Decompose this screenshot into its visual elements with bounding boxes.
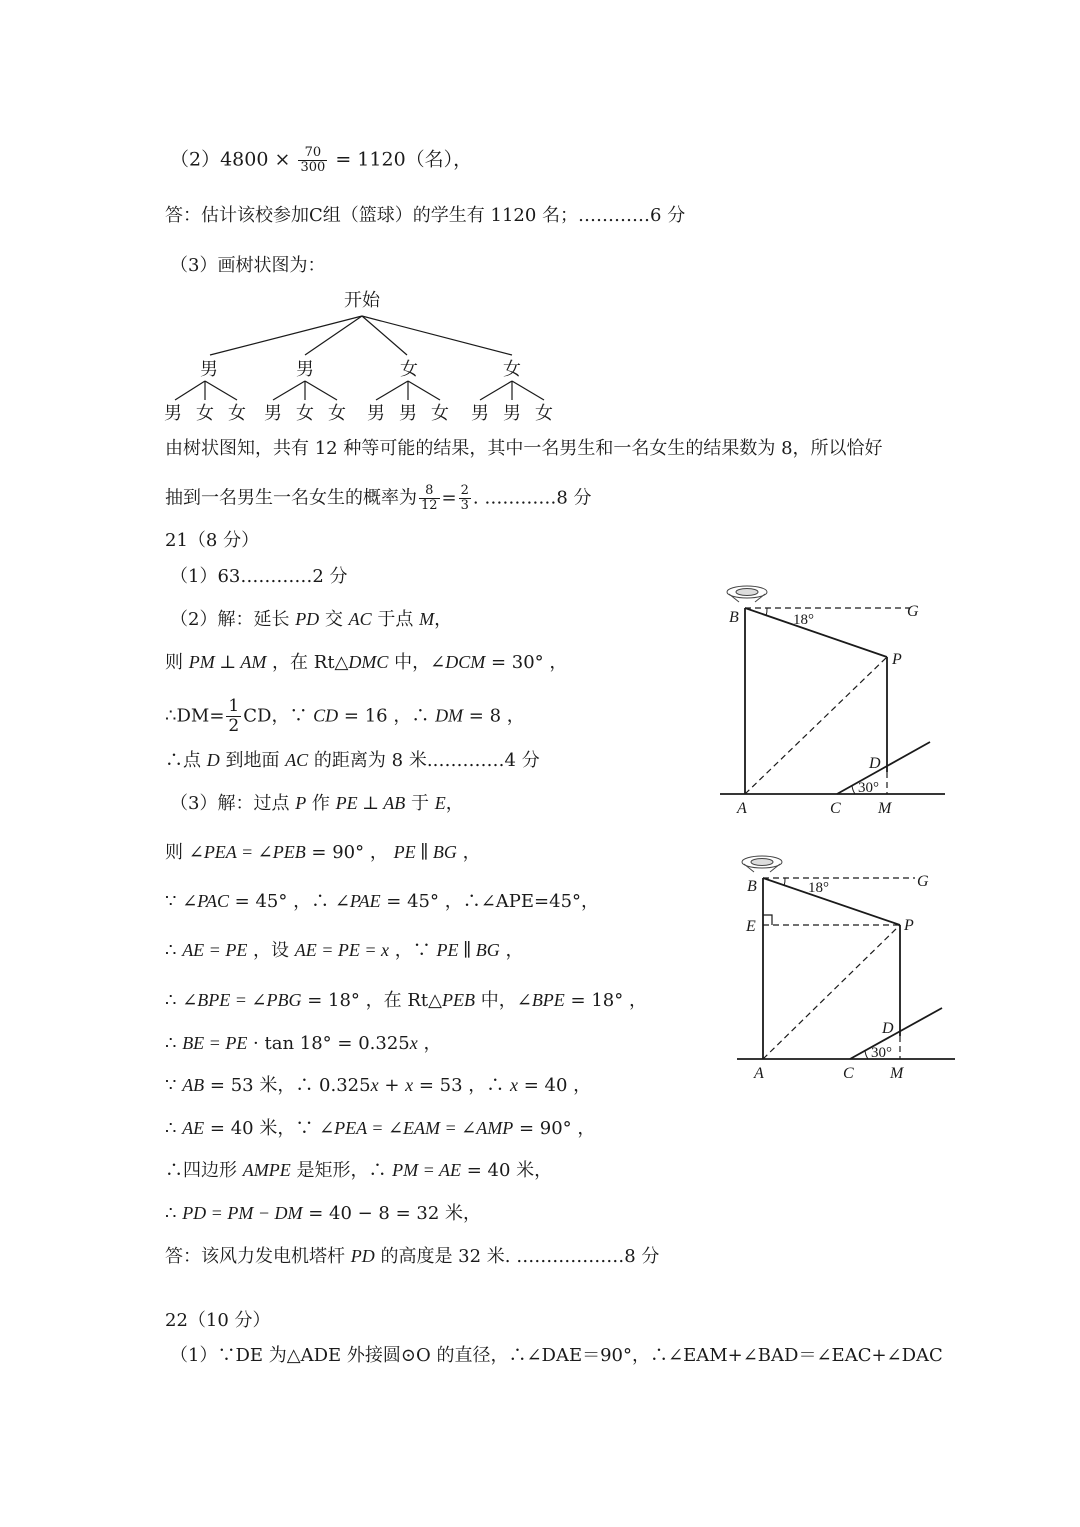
q21-l7-e: ， (456, 842, 481, 863)
q21-l5-d: AC (285, 750, 309, 770)
tree-edge (480, 381, 512, 400)
fig1-label-g: G (907, 603, 919, 620)
q22-part1: （1）∵DE 为△ADE 外接圆⊙O 的直径，∴∠DAE＝90°，∴∠EAM+∠BAD＝∠EAC+∠DAC (170, 1345, 943, 1366)
tree-l2-node: 男 (264, 403, 282, 424)
q21-p3-b: P (295, 793, 307, 813)
q21-l10-d: PEB (442, 990, 475, 1010)
q21-line4 (165, 697, 525, 736)
prob-frac1-den: 12 (421, 498, 438, 513)
q21-p2-b: PD (295, 609, 320, 629)
tree-edge (305, 381, 337, 400)
part2-fraction (298, 146, 327, 175)
tree-conclusion-2 (165, 484, 592, 513)
q21-l10-e: 中， (475, 990, 517, 1011)
q21-l8-a: ∵ (165, 891, 183, 912)
answer-line-1: 答：估计该校参加C组（篮球）的学生有 1120 名；…………6 分 (165, 205, 686, 226)
q21-l12-h: x (510, 1075, 518, 1095)
q21-l9-d: AE = PE = x (294, 940, 390, 960)
tree-edge (175, 381, 205, 400)
q21-l13-b: AE (182, 1118, 205, 1138)
q21-l14-d: PM = AE (392, 1160, 461, 1180)
q21-line13 (165, 1116, 595, 1141)
q21-l3-a: 则 (165, 652, 189, 673)
prob-frac2-den: 3 (460, 498, 469, 513)
prob-frac1-num: 8 (419, 484, 440, 499)
q21-p2-f: M (419, 609, 435, 629)
q21-l5-b: D (206, 750, 220, 770)
fig2-label-e: E (746, 918, 756, 935)
q21-l3-e: 中， (388, 652, 431, 673)
tree-conclusion-2b: . …………8 分 (472, 487, 592, 509)
q21-p2-a: （2）解：延长 (170, 609, 296, 630)
tree-l1-node: 男 (296, 359, 314, 380)
q21-l3-f: ∠DCM (430, 652, 486, 672)
fig1-angle-18: 18° (793, 612, 814, 628)
q21-l7-d: PE ∥ BG (393, 842, 457, 862)
q21-l5-a: ∴点 (165, 750, 207, 771)
q21-l4-f: = 8 ， (463, 705, 525, 727)
q21-l5-c: 到地面 (219, 750, 286, 771)
q21-l8-c: = 45° ，∴ (228, 891, 335, 912)
q21-p3-c: 作 (306, 793, 336, 814)
fig2-angle-18: 18° (808, 880, 829, 896)
fig1-label-d: D (869, 755, 881, 772)
tree-l2-node: 女 (296, 403, 314, 424)
q21-l13-e: = 90° ， (513, 1118, 596, 1139)
q21-l15-b: PD = PM − DM (182, 1203, 303, 1223)
q21-l8-d: ∠PAE (334, 891, 381, 911)
q21-l13-d: ∠PEA = ∠EAM = ∠AMP (319, 1118, 514, 1138)
tree-l2-node: 女 (196, 403, 214, 424)
q21-l11-d: x (409, 1033, 418, 1053)
part2-frac-den: 300 (300, 160, 326, 175)
drone-icon (727, 586, 767, 602)
fig2-label-d: D (882, 1020, 894, 1037)
figure-2 (730, 848, 980, 1088)
q21-l12-c: = 53 米，∴ 0.325 (204, 1075, 371, 1096)
q21-header: 21（8 分） (165, 530, 260, 551)
tree-l2-node: 男 (503, 403, 521, 424)
tree-edge (376, 381, 408, 400)
q21-line8 (165, 889, 599, 914)
q21-l10-c: = 18° ，在 Rt△ (301, 990, 442, 1011)
q21-l11-e: ， (417, 1033, 442, 1054)
q21-line15 (165, 1201, 481, 1226)
q21-p2-d: AC (348, 609, 372, 629)
tree-root: 开始 (344, 290, 380, 311)
q21-line10 (165, 988, 647, 1013)
tree-diagram (155, 285, 575, 425)
tree-l2-node: 女 (535, 403, 553, 424)
fig2-label-a: A (754, 1065, 764, 1082)
half-den: 2 (228, 716, 240, 736)
q21-l13-c: = 40 米，∵ (204, 1118, 320, 1139)
fig2-label-m: M (890, 1065, 904, 1082)
q21-p3-d: PE ⊥ AB (335, 793, 406, 813)
fig2-angle-30: 30° (871, 1045, 892, 1061)
q21-part3-line1 (170, 791, 464, 816)
tree-conclusion-2a: 抽到一名男生一名女生的概率为 (165, 487, 417, 509)
tree-l2-node: 女 (431, 403, 449, 424)
line-ap (745, 657, 887, 794)
tree-l2-node: 男 (367, 403, 385, 424)
right-angle-mark (763, 915, 772, 925)
part3-label: （3）画树状图为： (170, 255, 326, 276)
fig2-label-g: G (917, 873, 929, 890)
q21-l10-b: ∠BPE = ∠PBG (182, 990, 302, 1010)
q21-line9 (165, 938, 524, 963)
tree-l2-node: 女 (328, 403, 346, 424)
q21-l4-e: DM (435, 705, 464, 726)
line-ap (763, 925, 900, 1059)
q21-line12 (165, 1073, 591, 1098)
q21-l12-b: AB (182, 1075, 205, 1095)
q21-part1: （1）63…………2 分 (170, 566, 348, 587)
q21-p2-e: 于点 (371, 609, 420, 630)
q21-l13-a: ∴ (165, 1118, 183, 1139)
q21-p2-c: 交 (319, 609, 349, 630)
q21-l8-e: = 45° ，∴∠APE=45°， (380, 891, 600, 912)
part2-label: （2） (170, 148, 221, 171)
q21-p3-a: （3）解：过点 (170, 793, 296, 814)
q21-l12-e: + (378, 1075, 406, 1096)
tree-edge (305, 316, 362, 355)
fig1-label-m: M (878, 800, 892, 817)
q21-l9-g: ， (499, 940, 524, 961)
angle-arc-30 (865, 1050, 868, 1059)
tree-edge (210, 316, 362, 355)
q21-l12-f: x (405, 1075, 414, 1095)
q21-l3-d: DMC (348, 652, 389, 672)
q21-l9-f: PE ∥ BG (436, 940, 500, 960)
q21-l4-a: ∴DM= (165, 705, 225, 727)
q21-l14-e: = 40 米， (460, 1160, 553, 1181)
tree-l1-node: 女 (400, 359, 418, 380)
q21-line11 (165, 1031, 441, 1056)
fig1-label-a: A (737, 800, 747, 817)
q21-l12-g: = 53 ，∴ (413, 1075, 510, 1096)
slope-line (850, 1008, 942, 1059)
q21-l14-c: 是矩形，∴ (290, 1160, 393, 1181)
q21-answer (165, 1244, 659, 1269)
tree-l1-node: 女 (503, 359, 521, 380)
q21-l9-b: AE = PE (182, 940, 248, 960)
prob-fraction-1 (419, 484, 440, 513)
figure-1 (715, 580, 965, 820)
q21-line3 (165, 650, 567, 675)
fig1-label-c: C (830, 800, 841, 817)
q21-l7-b: ∠PEA = ∠PEB (188, 842, 306, 862)
q21-l14-b: AMPE (242, 1160, 291, 1180)
q21-l16-b: PD (350, 1246, 375, 1266)
line-bp (763, 878, 900, 925)
fig1-label-p: P (892, 651, 902, 668)
tree-edge (205, 381, 237, 400)
q21-l10-a: ∴ (165, 990, 183, 1011)
prob-equals: = (441, 487, 457, 509)
q21-line7 (165, 840, 481, 865)
q21-l15-a: ∴ (165, 1203, 183, 1224)
q21-l9-c: ，设 (247, 940, 295, 961)
part2-expr-right: = 1120（名）， (335, 148, 473, 171)
tree-conclusion-1: 由树状图知，共有 12 种等可能的结果，其中一名男生和一名女生的结果数为 8，所以恰好 (165, 438, 883, 459)
tree-l2-node: 男 (164, 403, 182, 424)
tree-edge (273, 381, 305, 400)
fig2-label-p: P (904, 917, 914, 934)
q21-part2-line1 (170, 607, 452, 632)
q21-l16-c: 的高度是 32 米. ………………8 分 (374, 1246, 660, 1267)
q21-l11-c: · tan 18° = 0.325 (247, 1033, 410, 1054)
tree-edge (512, 381, 544, 400)
q21-p3-f: E (434, 793, 446, 813)
tree-l2-node: 女 (228, 403, 246, 424)
q21-l3-g: = 30° ， (485, 652, 568, 673)
angle-arc-30 (852, 785, 855, 794)
q21-l4-b: CD，∵ (243, 705, 314, 727)
q21-l8-b: ∠PAC (182, 891, 229, 911)
fig1-angle-30: 30° (858, 780, 879, 796)
q21-l10-f: ∠BPE (516, 990, 565, 1010)
q21-l15-c: = 40 − 8 = 32 米， (302, 1203, 482, 1224)
q21-p3-g: ， (445, 793, 464, 814)
fig2-label-c: C (843, 1065, 854, 1082)
q21-l5-e: 的距离为 8 米.…………4 分 (308, 750, 540, 771)
fig2-label-b: B (747, 878, 757, 895)
q21-line5 (165, 748, 540, 773)
q21-l9-e: ，∵ (389, 940, 437, 961)
half-num: 1 (228, 696, 240, 716)
q21-l4-d: = 16 ，∴ (338, 705, 436, 727)
q21-l12-i: = 40 ， (518, 1075, 592, 1096)
q21-l11-a: ∴ (165, 1033, 183, 1054)
q21-l14-a: ∴四边形 (165, 1160, 243, 1181)
q22-header: 22（10 分） (165, 1310, 271, 1331)
q21-p2-g: ， (434, 609, 453, 630)
q21-l16-a: 答：该风力发电机塔杆 (165, 1246, 351, 1267)
q21-l7-c: = 90° ， (305, 842, 394, 863)
q21-l4-c: CD (313, 705, 339, 726)
q21-l3-b: PM ⊥ AM (188, 652, 267, 672)
half-fraction (226, 697, 241, 736)
tree-l1-node: 男 (200, 359, 218, 380)
q21-l11-b: BE = PE (182, 1033, 248, 1053)
q21-l10-g: = 18° ， (564, 990, 647, 1011)
part2-line (170, 146, 472, 175)
q21-p3-e: 于 (405, 793, 435, 814)
fig1-label-b: B (729, 609, 739, 626)
q21-l12-a: ∵ (165, 1075, 183, 1096)
tree-l2-node: 男 (471, 403, 489, 424)
q21-l9-a: ∴ (165, 940, 183, 961)
tree-edge (408, 381, 440, 400)
q21-l12-d: x (370, 1075, 379, 1095)
part2-expr-left: 4800 × (220, 148, 291, 171)
slope-line (837, 742, 930, 794)
q21-line14 (165, 1158, 552, 1183)
q21-l7-a: 则 (165, 842, 189, 863)
prob-frac2-num: 2 (460, 483, 469, 498)
part2-frac-num: 70 (298, 146, 327, 161)
prob-fraction-2 (459, 484, 471, 513)
tree-l2-node: 男 (399, 403, 417, 424)
drone-icon (742, 856, 782, 872)
q21-l3-c: ，在 Rt△ (266, 652, 349, 673)
